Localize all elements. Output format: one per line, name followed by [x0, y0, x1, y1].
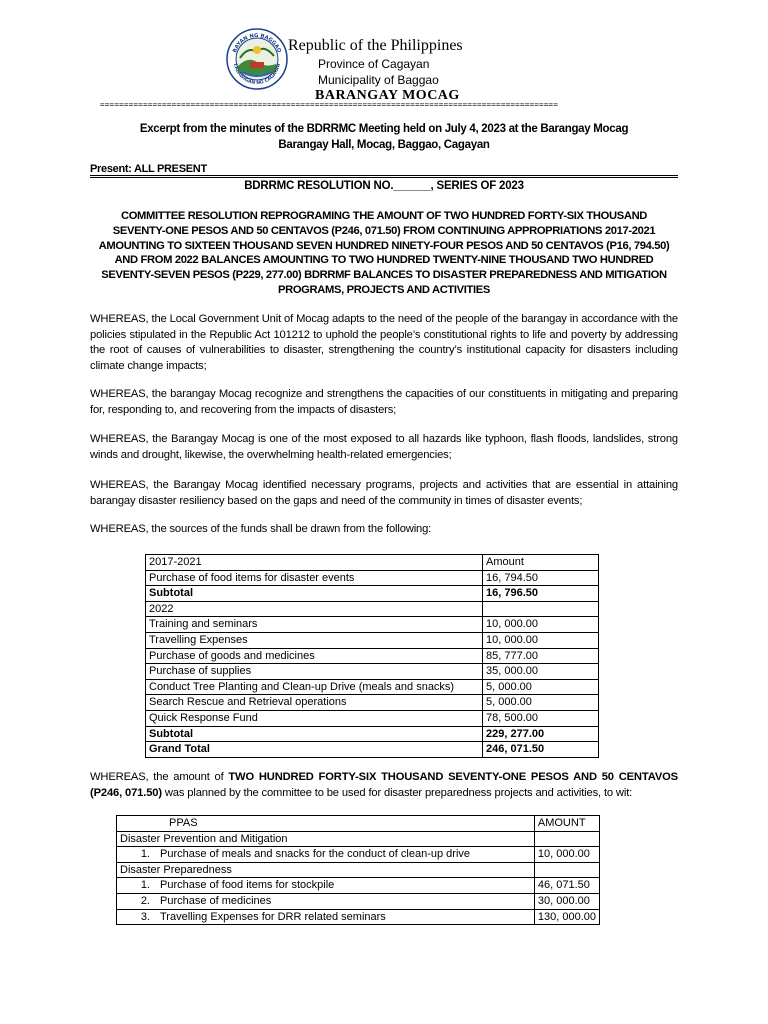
table-row [146, 601, 599, 617]
fund-item-label: 2022 [146, 601, 483, 617]
fund-item-label: Purchase of supplies [146, 664, 483, 680]
ppa-cell [117, 878, 535, 894]
table-row [117, 847, 600, 863]
divider [90, 177, 678, 178]
amount-purpose: was planned by the committee to be used for disaster preparedness projects and activities, to wit: [161, 786, 633, 799]
fund-item-label: Travelling Expenses [146, 632, 483, 648]
table-row [146, 695, 599, 711]
barangay-seal-icon [226, 28, 288, 90]
table-row [146, 742, 599, 758]
letterhead-rule: ================================================================================================ [100, 101, 559, 109]
resolution-number: BDRRMC RESOLUTION NO.______, SERIES OF 2023 [244, 180, 524, 192]
resolution-title: COMMITTEE RESOLUTION REPROGRAMING THE AMOUNT OF TWO HUNDRED FORTY-SIX THOUSAND SEVENTY-ONE PESOS AND 50 CENTAVOS (P246, 071.50) FROM CONTINUING APPROPRIATIONS 2017-2021 AMOUNTING TO SIXTEEN THOUSAND SEVEN HUNDRED NINETY-FOUR PESOS AND 50 CENTAVOS (P16, 794.50) AND FROM 2022 BALANCES AMOUNTING TO TWO HUNDRED TWENTY-NINE THOUSAND TWO HUNDRED SEVENTY-SEVEN PESOS (P229, 277.00) BDRRMF BALANCES TO DISASTER PREPAREDNESS AND MITIGATION PROGRAMS, PROJECTS AND ACTIVITIES [98, 210, 670, 296]
ppas-table [116, 815, 600, 925]
barangay-line: BARANGAY MOCAG [315, 88, 460, 103]
table-row [146, 617, 599, 633]
item-description: Purchase of medicines [160, 894, 272, 907]
whereas-paragraph: WHEREAS, the Barangay Mocag identified necessary programs, projects and activities that are essential in attaining barangay disaster resiliency based on the gaps and need of the community in times of disaster events; [90, 479, 678, 507]
amount-cell: 10, 000.00 [534, 847, 599, 863]
minutes-excerpt [90, 121, 678, 153]
fund-item-amount: 35, 000.00 [483, 664, 599, 680]
fund-item-amount: 229, 277.00 [483, 726, 599, 742]
whereas-paragraph [90, 770, 678, 801]
fund-item-label: 2017-2021 [146, 555, 483, 571]
section-row [117, 831, 600, 847]
fund-item-amount: 10, 000.00 [483, 617, 599, 633]
table-row [146, 726, 599, 742]
table-row [117, 878, 600, 894]
header-ppas: PPAS [117, 816, 535, 832]
attendance-line: Present: ALL PRESENT [90, 163, 207, 175]
empty-cell [534, 831, 599, 847]
table-row [146, 555, 599, 571]
fund-item-label: Subtotal [146, 586, 483, 602]
table-row [146, 710, 599, 726]
fund-item-amount: 5, 000.00 [483, 679, 599, 695]
fund-item-label: Search Rescue and Retrieval operations [146, 695, 483, 711]
whereas-paragraph: WHEREAS, the Local Government Unit of Mocag adapts to the need of the people of the barangay in accordance with the policies stipulated in the Republic Act 101212 to uphold the people’s constitutional rights to life and poverty by addressing the root of causes of vulnerabilities to disaster, strengthening the country’s institutional capacity for disasters including climate change impacts; [90, 313, 678, 372]
table-row [146, 570, 599, 586]
fund-item-label: Training and seminars [146, 617, 483, 633]
amount-cell: 30, 000.00 [534, 893, 599, 909]
item-number: 1. [140, 848, 150, 861]
table-row [117, 909, 600, 925]
excerpt-line-2: Barangay Hall, Mocag, Baggao, Cagayan [278, 139, 490, 151]
municipality-line: Municipality of Baggao [318, 73, 439, 87]
fund-item-label: Purchase of goods and medicines [146, 648, 483, 664]
fund-item-amount: 5, 000.00 [483, 695, 599, 711]
amount-intro: WHEREAS, the amount of [90, 771, 229, 783]
fund-item-label: Subtotal [146, 726, 483, 742]
fund-item-label: Grand Total [146, 742, 483, 758]
ppa-cell [117, 847, 535, 863]
fund-item-label: Conduct Tree Planting and Clean-up Drive (meals and snacks) [146, 679, 483, 695]
whereas-paragraph: WHEREAS, the barangay Mocag recognize and strengthens the capacities of our constituents in mitigating and preparing for, responding to, and recovering from the impacts of disasters; [90, 388, 678, 416]
fund-item-amount: Amount [483, 555, 599, 571]
section-label: Disaster Preparedness [117, 862, 535, 878]
fund-item-amount: 16, 796.50 [483, 586, 599, 602]
republic-line: Republic of the Philippines [288, 37, 463, 54]
table-row [117, 893, 600, 909]
seal-bottom-text: LALAWIGAN NG CAGAYAN [232, 63, 282, 87]
fund-item-amount [483, 601, 599, 617]
item-description: Purchase of meals and snacks for the conduct of clean-up drive [160, 848, 471, 861]
table-row [146, 648, 599, 664]
table-row [146, 664, 599, 680]
whereas-paragraph: WHEREAS, the Barangay Mocag is one of the most exposed to all hazards like typhoon, flash floods, landslides, strong winds and drought, likewise, the overwhelming health-related emergencies; [90, 433, 678, 461]
excerpt-line-1: Excerpt from the minutes of the BDRRMC Meeting held on July 4, 2023 at the Barangay Mocag [139, 123, 629, 135]
header-amount: AMOUNT [534, 816, 599, 832]
item-number: 2. [140, 894, 150, 907]
section-label: Disaster Prevention and Mitigation [117, 831, 535, 847]
seal-top-text: BAYAN NG BAGGAO [232, 32, 282, 54]
fund-item-label: Quick Response Fund [146, 710, 483, 726]
item-description: Travelling Expenses for DRR related seminars [160, 910, 386, 923]
fund-item-label: Purchase of food items for disaster events [146, 570, 483, 586]
item-number: 1. [140, 879, 150, 892]
divider [90, 175, 678, 176]
funds-source-table [145, 554, 599, 758]
fund-item-amount: 85, 777.00 [483, 648, 599, 664]
section-row [117, 862, 600, 878]
fund-item-amount: 10, 000.00 [483, 632, 599, 648]
item-number: 3. [140, 910, 150, 923]
amount-in-words: TWO HUNDRED FORTY-SIX THOUSAND SEVENTY-ONE PESOS AND 50 CENTAVOS (P246, 071.50) [90, 771, 678, 799]
empty-cell [534, 862, 599, 878]
table-row [146, 586, 599, 602]
fund-item-amount: 16, 794.50 [483, 570, 599, 586]
table-row [146, 679, 599, 695]
table-header-row [117, 816, 600, 832]
item-description: Purchase of food items for stockpile [160, 879, 335, 892]
table-row [146, 632, 599, 648]
ppa-cell [117, 909, 535, 925]
fund-item-amount: 246, 071.50 [483, 742, 599, 758]
whereas-paragraph: WHEREAS, the sources of the funds shall be drawn from the following: [90, 523, 432, 535]
amount-cell: 130, 000.00 [534, 909, 599, 925]
province-line: Province of Cagayan [318, 57, 430, 71]
fund-item-amount: 78, 500.00 [483, 710, 599, 726]
amount-cell: 46, 071.50 [534, 878, 599, 894]
ppa-cell [117, 893, 535, 909]
